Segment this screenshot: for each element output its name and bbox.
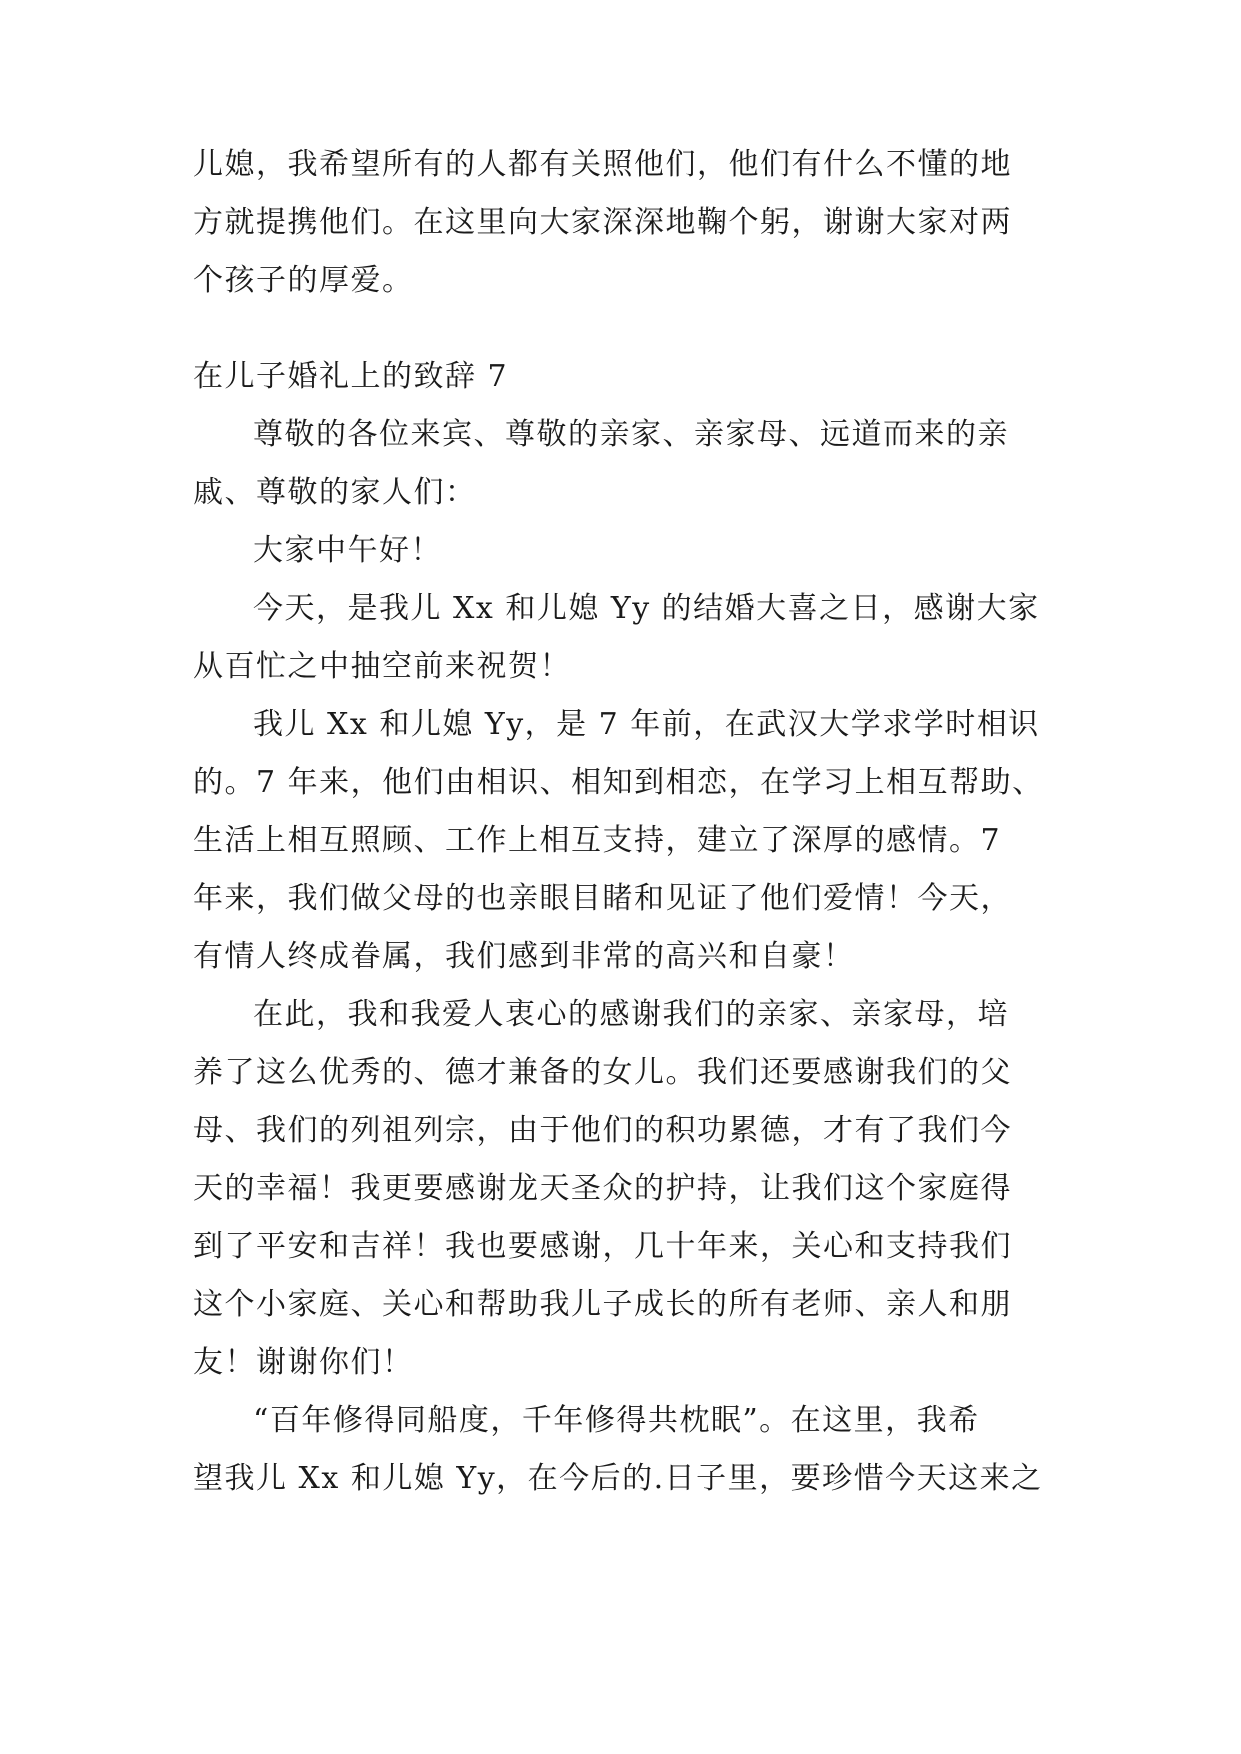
paragraph-line: 尊敬的各位来宾、尊敬的亲家、亲家母、远道而来的亲 bbox=[253, 417, 1009, 452]
paragraph-line: 养了这么优秀的、德才兼备的女儿。我们还要感谢我们的父 bbox=[193, 1055, 1012, 1090]
paragraph-line: 今天，是我儿 Xx 和儿媳 Yy 的结婚大喜之日，感谢大家 bbox=[253, 591, 1040, 626]
paragraph-line: 母、我们的列祖列宗，由于他们的积功累德，才有了我们今 bbox=[193, 1113, 1012, 1148]
section-title: 在儿子婚礼上的致辞 7 bbox=[193, 359, 509, 394]
paragraph-line: 生活上相互照顾、工作上相互支持，建立了深厚的感情。7 bbox=[193, 823, 1002, 858]
continuation-line: 方就提携他们。在这里向大家深深地鞠个躬，谢谢大家对两 bbox=[193, 205, 1012, 240]
paragraph-line: 我儿 Xx 和儿媳 Yy，是 7 年前，在武汉大学求学时相识 bbox=[253, 707, 1040, 742]
paragraph-line: 有情人终成眷属，我们感到非常的高兴和自豪！ bbox=[193, 939, 855, 974]
paragraph-line: 大家中午好！ bbox=[253, 533, 442, 568]
paragraph-line: 望我儿 Xx 和儿媳 Yy，在今后的.日子里，要珍惜今天这来之 bbox=[193, 1461, 1043, 1496]
paragraph-line: 年来，我们做父母的也亲眼目睹和见证了他们爱情！今天， bbox=[193, 881, 1012, 916]
continuation-line: 个孩子的厚爱。 bbox=[193, 263, 414, 298]
paragraph-line: “百年修得同船度，千年修得共枕眠”。在这里，我希 bbox=[253, 1403, 980, 1438]
paragraph-line: 戚、尊敬的家人们： bbox=[193, 475, 477, 510]
paragraph-line: 到了平安和吉祥！我也要感谢，几十年来，关心和支持我们 bbox=[193, 1229, 1012, 1264]
paragraph-line: 这个小家庭、关心和帮助我儿子成长的所有老师、亲人和朋 bbox=[193, 1287, 1012, 1322]
continuation-line: 儿媳，我希望所有的人都有关照他们，他们有什么不懂的地 bbox=[193, 147, 1012, 182]
paragraph-line: 友！谢谢你们！ bbox=[193, 1345, 414, 1380]
paragraph-line: 的。7 年来，他们由相识、相知到相恋，在学习上相互帮助、 bbox=[193, 765, 1044, 800]
paragraph-line: 在此，我和我爱人衷心的感谢我们的亲家、亲家母，培 bbox=[253, 997, 1009, 1032]
paragraph-line: 天的幸福！我更要感谢龙天圣众的护持，让我们这个家庭得 bbox=[193, 1171, 1012, 1206]
paragraph-line: 从百忙之中抽空前来祝贺！ bbox=[193, 649, 571, 684]
